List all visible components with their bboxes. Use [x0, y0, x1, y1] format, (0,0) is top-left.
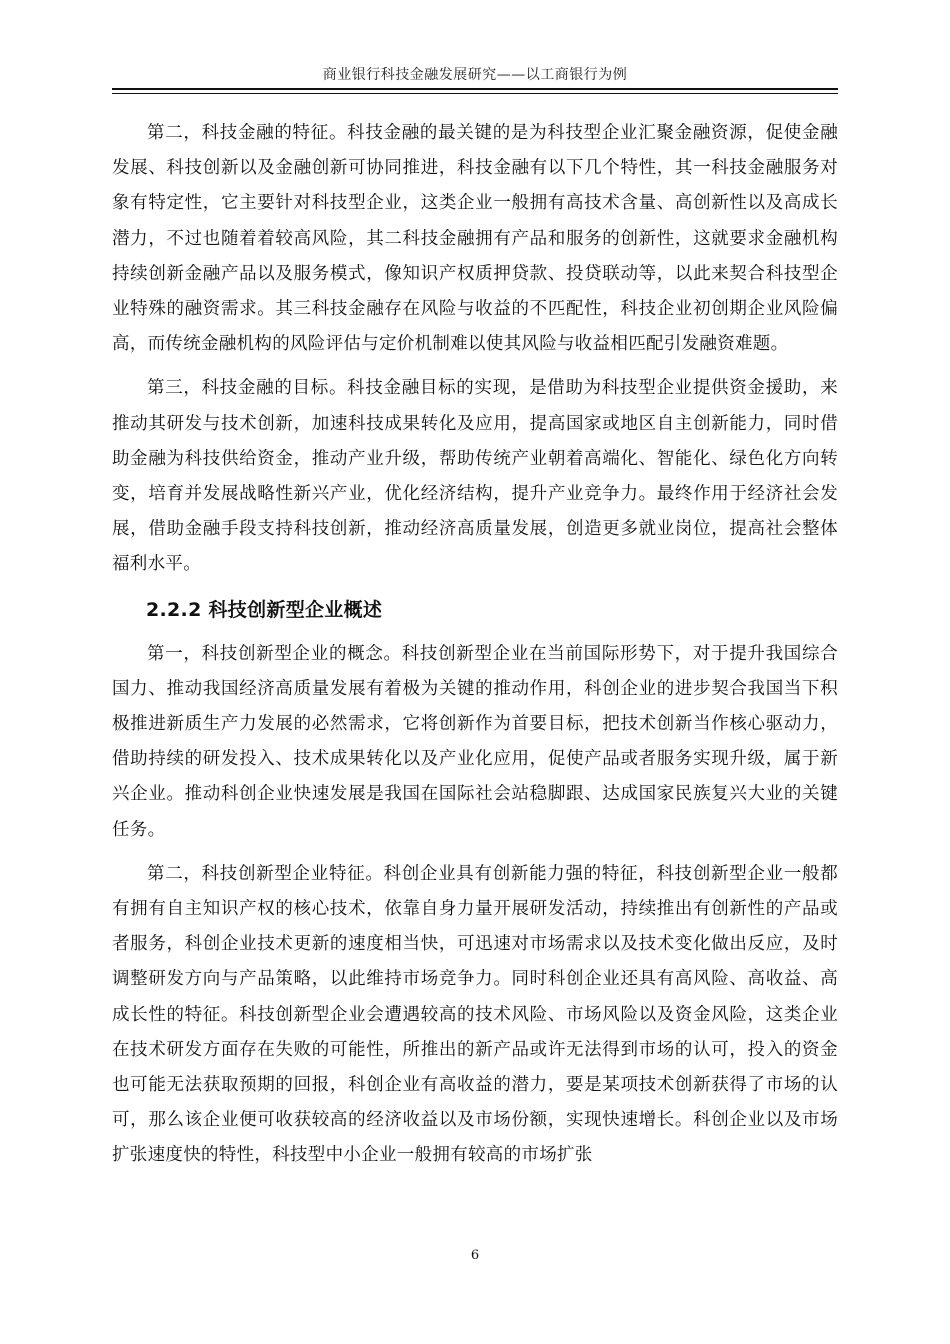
paragraph-tech-finance-features: 第二，科技金融的特征。科技金融的最关键的是为科技型企业汇聚金融资源，促使金融发展、科技创新以及金融创新可协同推进，科技金融有以下几个特性，其一科技金融服务对象有特定性，它主要针对科技型企业，这类企业一般拥有高技术含量、高创新性以及高成长潜力，不过也随着着较高风险，其二科技金融拥有产品和服务的创新性，这就要求金融机构持续创新金融产品以及服务模式，像知识产权质押贷款、投贷联动等，以此来契合科技型企业特殊的融资需求。其三科技金融存在风险与收益的不匹配性，科技企业初创期企业风险偏高，而传统金融机构的风险评估与定价机制难以使其风险与收益相匹配引发融资难题。 [112, 123, 838, 355]
paragraph-tech-finance-goals: 第三，科技金融的目标。科技金融目标的实现，是借助为科技型企业提供资金援助，来推动其研发与技术创新，加速科技成果转化及应用，提高国家或地区自主创新能力，同时借助金融为科技供给资金，推动产业升级，帮助传统产业朝着高端化、智能化、绿色化方向转变，培育并发展战略性新兴产业，优化经济结构，提升产业竞争力。最终作用于经济社会发展，借助金融手段支持科技创新，推动经济高质量发展，创造更多就业岗位，提高社会整体福利水平。 [112, 378, 838, 575]
running-header: 商业银行科技金融发展研究——以工商银行为例 [322, 67, 628, 83]
body-text [112, 116, 838, 1174]
header-rule-thick [112, 88, 838, 90]
header-rule-thin [112, 93, 838, 94]
page-number: 6 [470, 1248, 480, 1263]
section-heading: 2.2.2 科技创新型企业概述 [146, 598, 383, 621]
paragraph-innovative-enterprise-features: 第二，科技创新型企业特征。科创企业具有创新能力强的特征，科技创新型企业一般都有拥有自主知识产权的核心技术，依靠自身力量开展研发活动，持续推出有创新性的产品或者服务，科创企业技术更新的速度相当快，可迅速对市场需求以及技术变化做出反应，及时调整研发方向与产品策略，以此维持市场竞争力。同时科创企业还具有高风险、高收益、高成长性的特征。科技创新型企业会遭遇较高的技术风险、市场风险以及资金风险，这类企业在技术研发方面存在失败的可能性，所推出的新产品或许无法得到市场的认可，投入的资金也可能无法获取预期的回报，科创企业有高收益的潜力，要是某项技术创新获得了市场的认可，那么该企业便可收获较高的经济收益以及市场份额，实现快速增长。科创企业以及市场扩张速度快的特性，科技型中小企业一般拥有较高的市场扩张 [112, 863, 838, 1166]
paragraph-innovative-enterprise-concept: 第一，科技创新型企业的概念。科技创新型企业在当前国际形势下，对于提升我国综合国力、推动我国经济高质量发展有着极为关键的推动作用，科创企业的进步契合我国当下积极推进新质生产力发展的必然需求，它将创新作为首要目标，把技术创新当作核心驱动力，借助持续的研发投入、技术成果转化以及产业化应用，促使产品或者服务实现升级，属于新兴企业。推动科创企业快速发展是我国在国际社会站稳脚跟、达成国家民族复兴大业的关键任务。 [112, 643, 838, 840]
